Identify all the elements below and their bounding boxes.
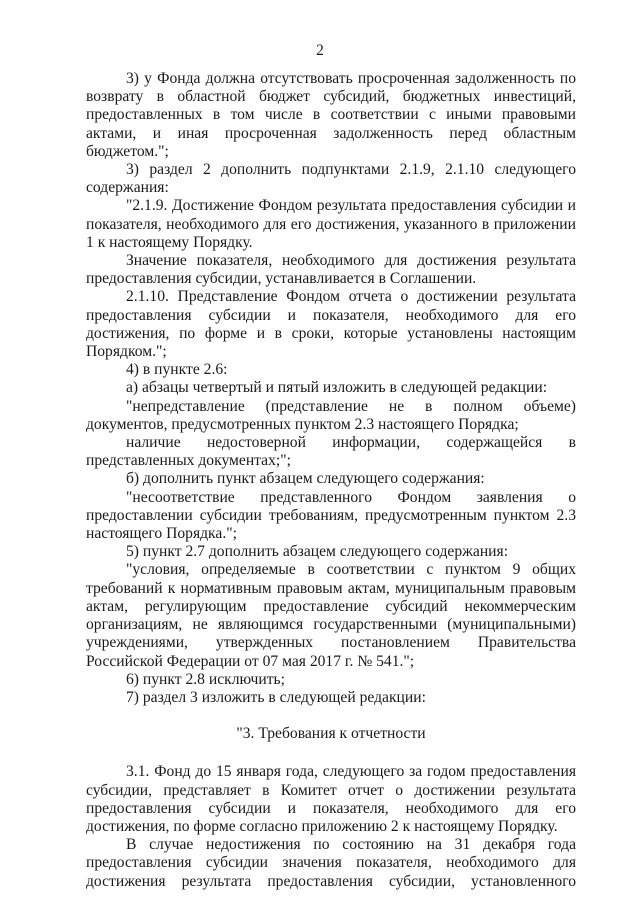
- paragraph: "2.1.9. Достижение Фондом результата предоставления субсидии и показателя, необходимого для его достижения, указанного в приложении 1 к настоящему Порядку.: [86, 197, 576, 251]
- paragraph: "непредставление (представление не в полном объеме) документов, предусмотренных пунктом 2.3 настоящего Порядка;: [86, 397, 576, 433]
- paragraph: 5) пункт 2.7 дополнить абзацем следующего содержания:: [126, 543, 509, 561]
- paragraph: В случае недостижения по состоянию на 31 декабря года предоставления субсидии значения показателя, необходимого для достижения результата предоставления субсидии, установленного: [86, 836, 576, 890]
- paragraph: 2.1.10. Представление Фондом отчета о достижении результата предоставления субсидии и показателя, необходимого для его достижения, по форме и в сроки, которые установлены настоящим Порядком.";: [86, 288, 576, 361]
- paragraph: Значение показателя, необходимого для достижения результата предоставления субсидии, устанавливается в Соглашении.: [86, 252, 576, 288]
- page-number: 2: [316, 42, 324, 59]
- paragraph: 7) раздел 3 изложить в следующей редакции:: [126, 688, 426, 706]
- paragraph: 3.1. Фонд до 15 января года, следующего за годом предоставления субсидии, представляет в Комитет отчет о достижении результата предоставления субсидии и показателя, необходимого для его достижения, по форме согласно приложению 2 к настоящему Порядку.: [86, 763, 576, 835]
- paragraph: 3) у Фонда должна отсутствовать просроченная задолженность по возврату в областной бюджет субсидий, бюджетных инвестиций, предоставленных в том числе в соответствии с иными правовыми актами, и иная просроченная задолженность перед областным бюджетом.";: [86, 70, 576, 160]
- paragraph: "несоответствие представленного Фондом заявления о предоставлении субсидии требованиям, предусмотренным пунктом 2.3 настоящего Порядка.";: [86, 488, 576, 543]
- paragraph: 3) раздел 2 дополнить подпунктами 2.1.9, 2.1.10 следующего содержания:: [86, 161, 576, 197]
- paragraph: б) дополнить пункт абзацем следующего содержания:: [126, 470, 485, 488]
- document-body: [86, 70, 576, 891]
- paragraph: "условия, определяемые в соответствии с пунктом 9 общих требований к нормативным правовым актам, муниципальным правовым актам, регулирующим предоставление субсидий некоммерческим организациям, не являющимся государственными (муниципальными) учреждениями, утвержденных постановлением Правительства Российской Федерации от 07 мая 2017 г. № 541.";: [86, 561, 576, 670]
- paragraph: наличие недостоверной информации, содержащейся в представленных документах;";: [86, 434, 576, 470]
- paragraph: а) абзацы четвертый и пятый изложить в следующей редакции:: [126, 379, 548, 397]
- paragraph: 6) пункт 2.8 исключить;: [126, 670, 285, 688]
- paragraph: 4) в пункте 2.6:: [126, 361, 228, 379]
- section-heading: "3. Требования к отчетности: [236, 725, 426, 743]
